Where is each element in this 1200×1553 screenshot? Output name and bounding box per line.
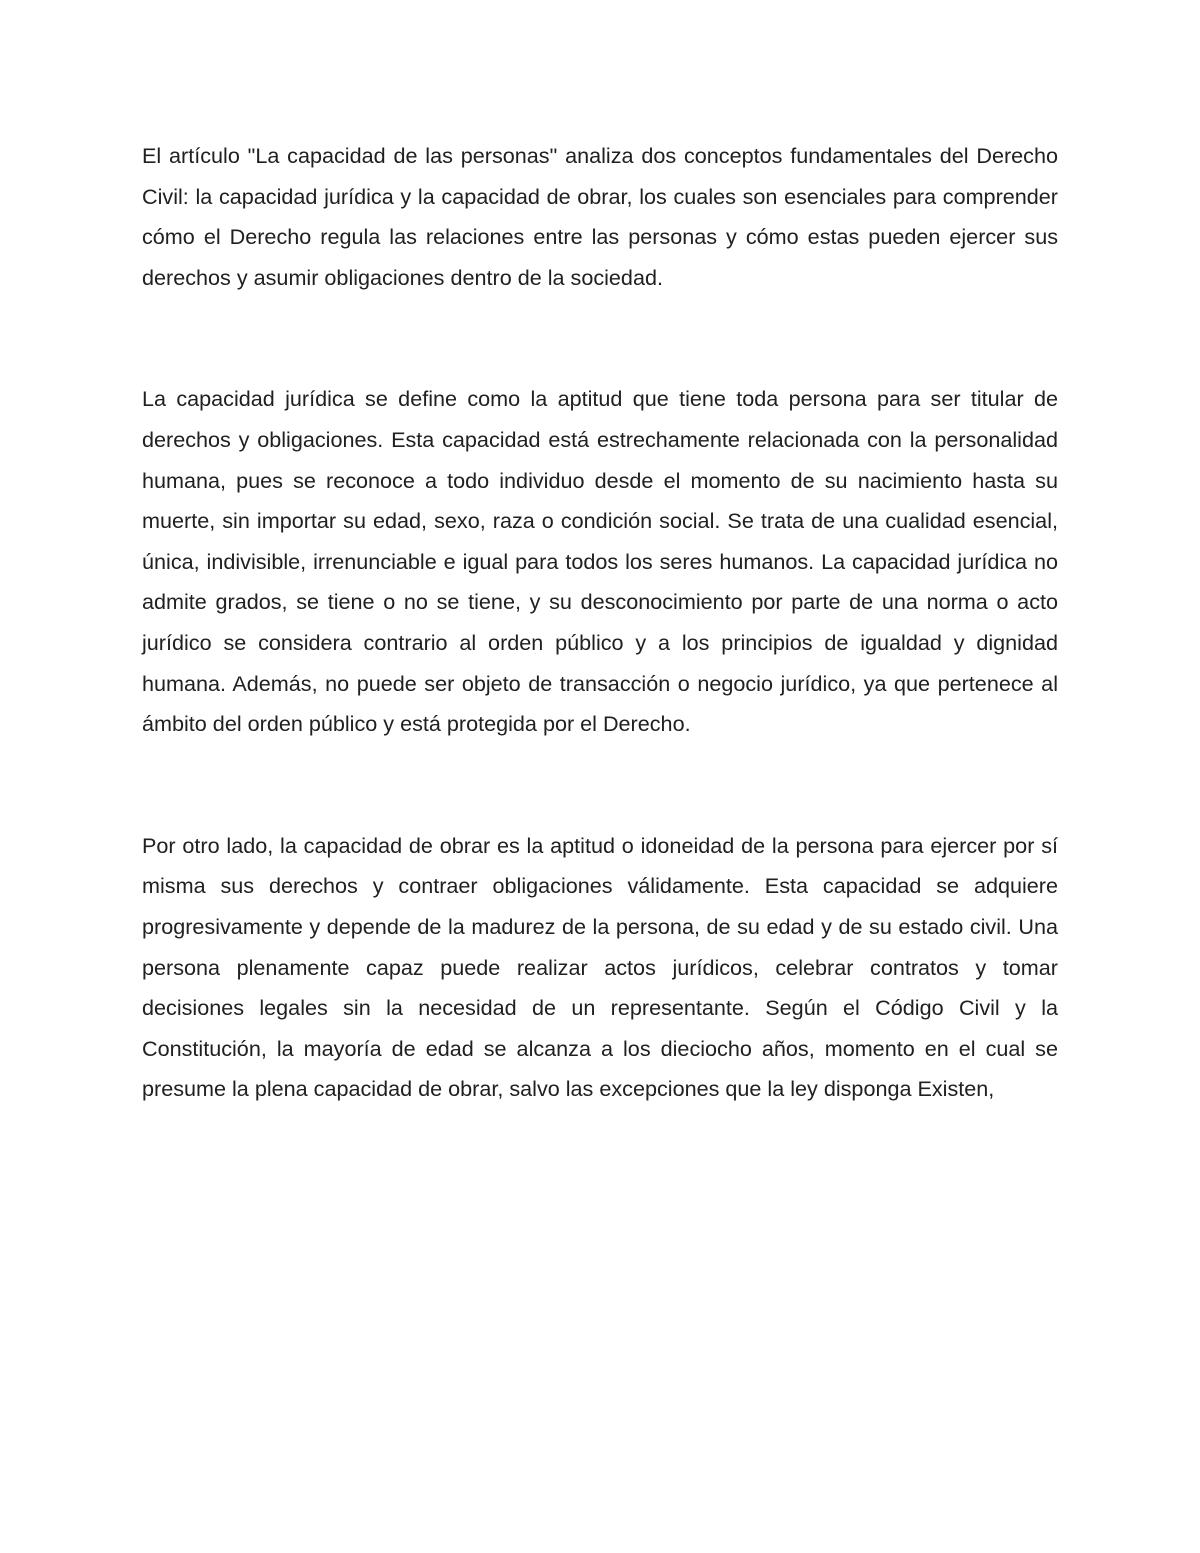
paragraph-introduction: El artículo "La capacidad de las personas" analiza dos conceptos fundamentales del Derecho Civil: la capacidad jurídica y la capacidad de obrar, los cuales son esenciales para comprender cómo el Derecho regula las relaciones entre las personas y cómo estas pueden ejercer sus derechos y asumir obligaciones dentro de la sociedad. xyxy=(142,143,1058,290)
paragraph-capacity-to-act: Por otro lado, la capacidad de obrar es la aptitud o idoneidad de la persona para ejercer por sí misma sus derechos y contraer obligaciones válidamente. Esta capacidad se adquiere progresivamente y depende de la madurez de la persona, de su edad y de su estado civil. Una persona plenamente capaz puede realizar actos jurídicos, celebrar contratos y tomar decisiones legales sin la necesidad de un representante. Según el Código Civil y la Constitución, la mayoría de edad se alcanza a los dieciocho años, momento en el cual se presume la plena capacidad de obrar, salvo las excepciones que la ley disponga Existen, xyxy=(142,832,1058,1102)
document-body xyxy=(142,136,1058,1110)
paragraph-legal-capacity: La capacidad jurídica se define como la aptitud que tiene toda persona para ser titular de derechos y obligaciones. Esta capacidad está estrechamente relacionada con la personalidad humana, pues se reconoce a todo individuo desde el momento de su nacimiento hasta su muerte, sin importar su edad, sexo, raza o condición social. Se trata de una cualidad esencial, única, indivisible, irrenunciable e igual para todos los seres humanos. La capacidad jurídica no admite grados, se tiene o no se tiene, y su desconocimiento por parte de una norma o acto jurídico se considera contrario al orden público y a los principios de igualdad y dignidad humana. Además, no puede ser objeto de transacción o negocio jurídico, ya que pertenece al ámbito del orden público y está protegida por el Derecho. xyxy=(142,386,1058,737)
